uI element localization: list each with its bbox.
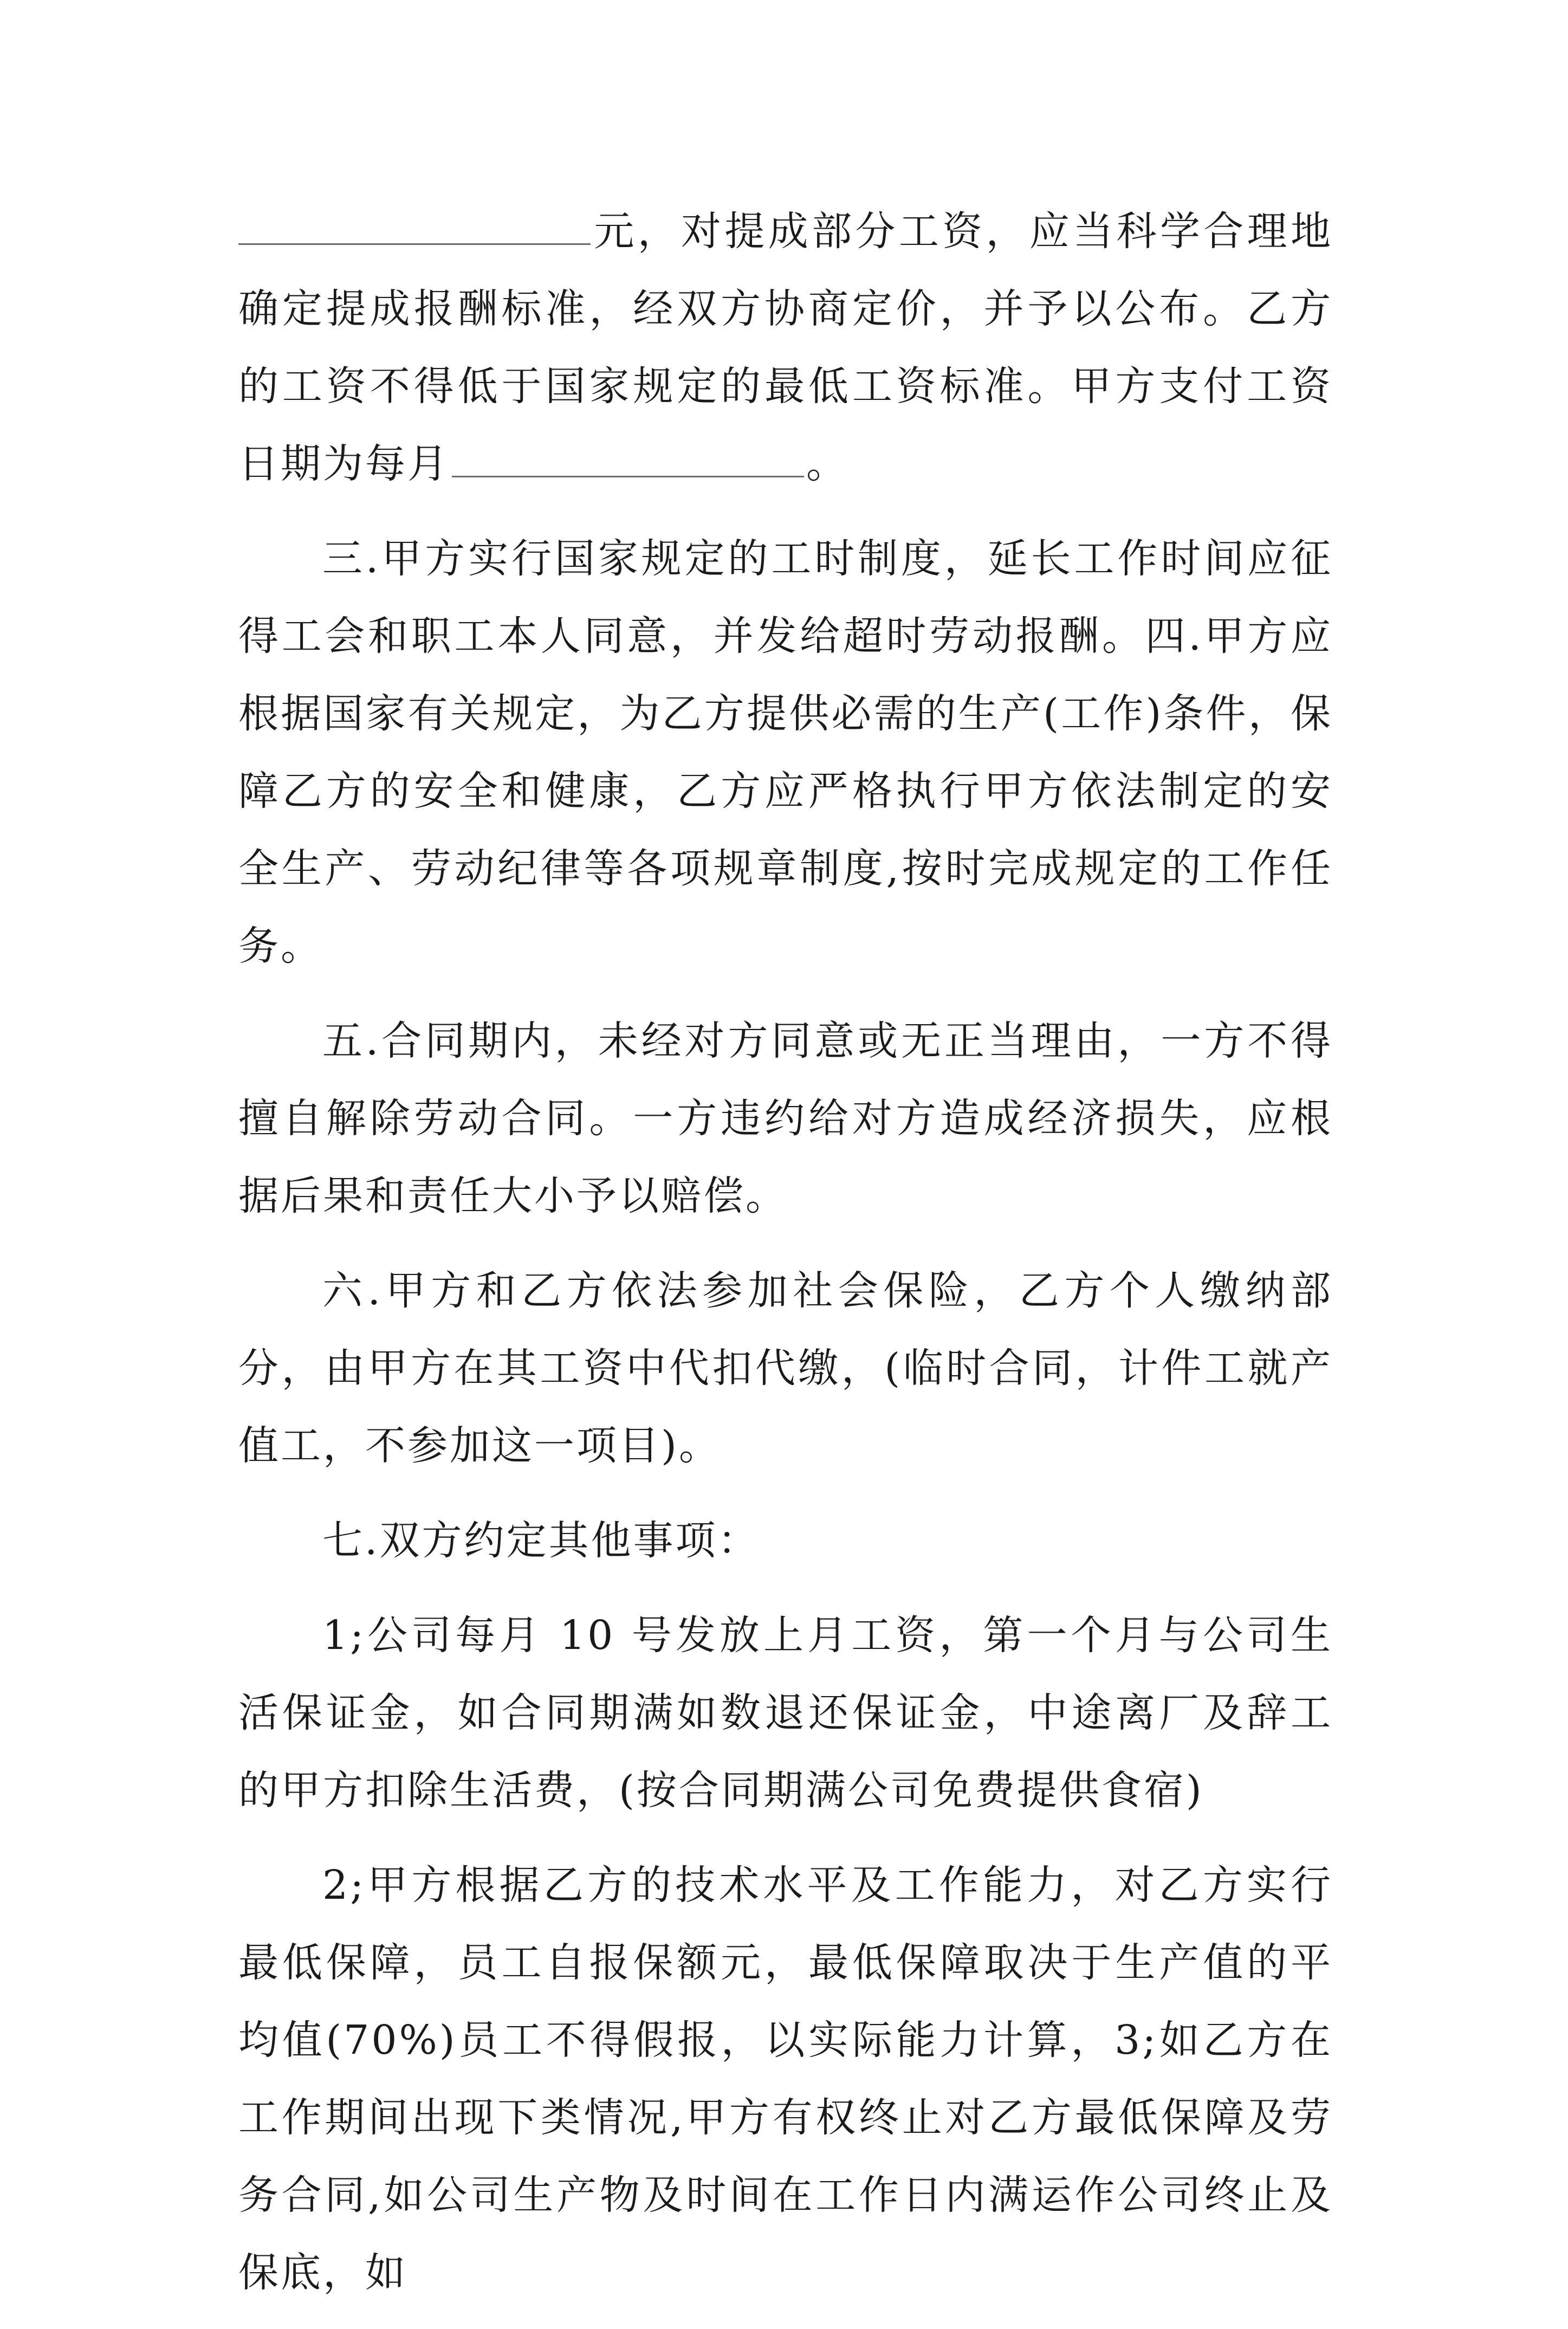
paragraph-clause-5: 五.合同期内，未经对方同意或无正当理由，一方不得擅自解除劳动合同。一方违约给对方造成经济损失，应根据后果和责任大小予以赔偿。	[238, 1018, 1333, 1219]
wage-terms-text: 元，对提成部分工资，应当科学合理地确定提成报酬标准，经双方协商定价，并予以公布。乙方的工资不得低于国家规定的最低工资标准。甲方支付工资日期为每月	[238, 208, 1333, 487]
paragraph-clause-6: 六.甲方和乙方依法参加社会保险，乙方个人缴纳部分，由甲方在其工资中代扣代缴，(临时合同，计件工就产值工，不参加这一项目)。	[238, 1267, 1333, 1469]
blank-line-pay-date	[452, 432, 804, 477]
wage-terms-end: 。	[806, 441, 848, 487]
blank-line-amount	[238, 200, 591, 245]
paragraph-item-1: 1;公司每月 10 号发放上月工资，第一个月与公司生活保证金，如合同期满如数退还保证金，中途离厂及辞工的甲方扣除生活费，(按合同期满公司免费提供食宿)	[238, 1612, 1333, 1814]
paragraph-item-2-3: 2;甲方根据乙方的技术水平及工作能力，对乙方实行最低保障，员工自报保额元，最低保障取决于生产值的平均值(70%)员工不得假报，以实际能力计算，3;如乙方在工作期间出现下类情况,甲方有权终止对乙方最低保障及劳务合同,如公司生产物及时间在工作日内满运作公司终止及保底，如	[238, 1862, 1333, 2296]
contract-text	[238, 193, 1333, 2329]
paragraph-clause-3-4: 三.甲方实行国家规定的工时制度，延长工作时间应征得工会和职工本人同意，并发给超时劳动报酬。四.甲方应根据国家有关规定，为乙方提供必需的生产(工作)条件，保障乙方的安全和健康，乙方应严格执行甲方依法制定的安全生产、劳动纪律等各项规章制度,按时完成规定的工作任务。	[238, 535, 1333, 969]
paragraph-clause-7-heading: 七.双方约定其他事项：	[322, 1517, 760, 1564]
paragraph-wage-terms	[238, 193, 1333, 503]
